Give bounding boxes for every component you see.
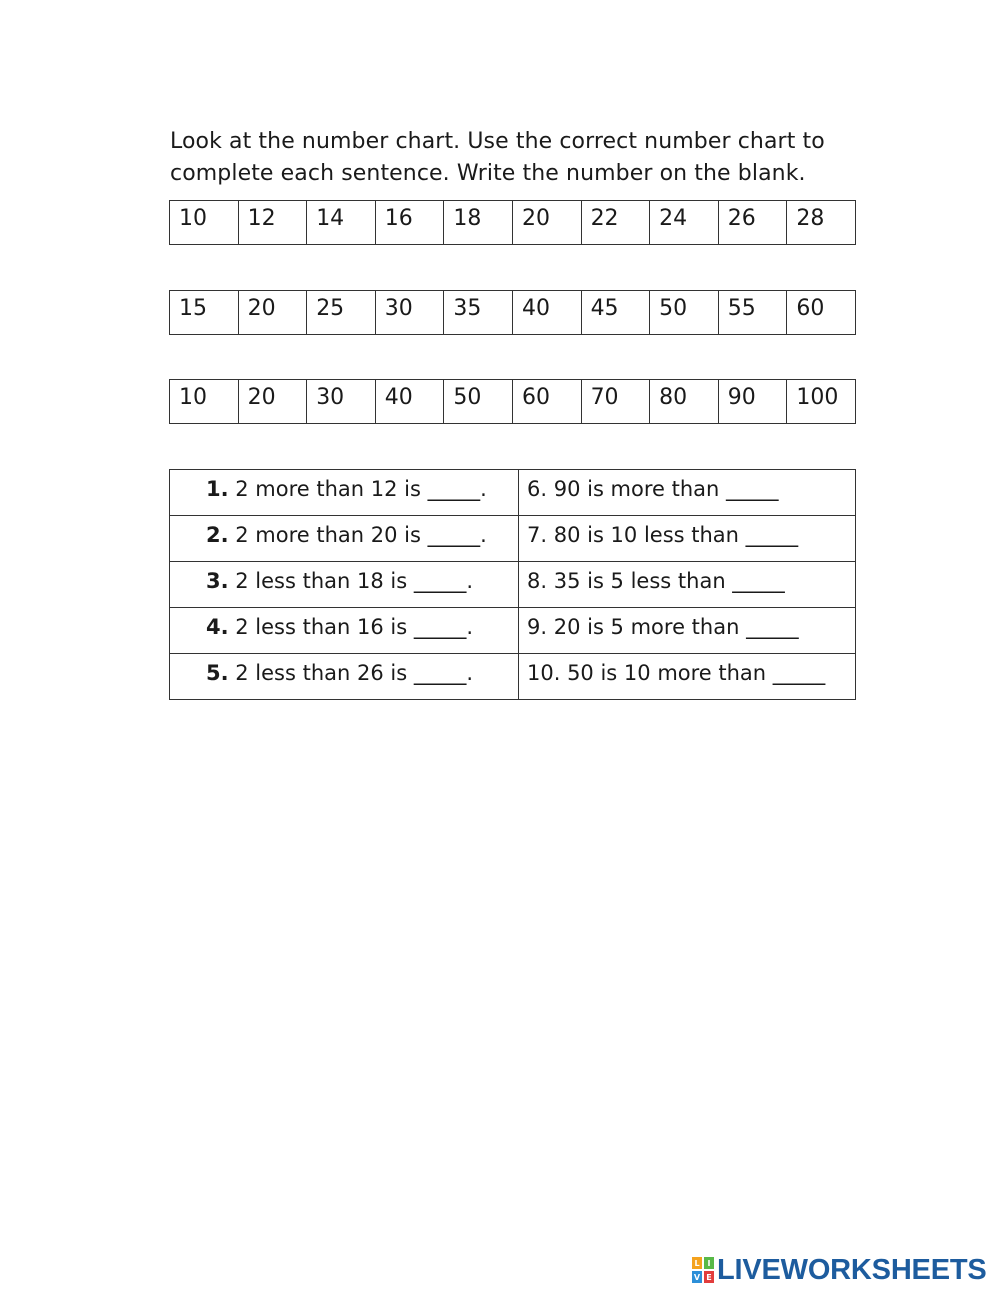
liveworksheets-logo-icon	[692, 1257, 714, 1283]
chart-cell: 50	[444, 380, 513, 424]
question-number: 5.	[206, 661, 229, 685]
question-number: 1.	[206, 477, 229, 501]
chart-cell: 100	[787, 380, 856, 424]
chart-cell: 26	[718, 201, 787, 245]
chart-row	[170, 380, 856, 424]
chart-cell: 35	[444, 291, 513, 335]
question-9[interactable]: 9. 20 is 5 more than _____	[519, 608, 856, 654]
chart-cell: 20	[238, 291, 307, 335]
logo-letter: E	[704, 1271, 714, 1283]
question-number: 2.	[206, 523, 229, 547]
chart-cell: 25	[307, 291, 376, 335]
table-row	[170, 516, 856, 562]
chart-cell: 10	[170, 201, 239, 245]
questions-table	[169, 469, 856, 700]
question-number: 4.	[206, 615, 229, 639]
number-chart-by-twos	[169, 200, 856, 245]
question-7[interactable]: 7. 80 is 10 less than _____	[519, 516, 856, 562]
chart-cell: 60	[512, 380, 581, 424]
chart-cell: 18	[444, 201, 513, 245]
chart-cell: 55	[718, 291, 787, 335]
chart-row	[170, 291, 856, 335]
chart-cell: 40	[512, 291, 581, 335]
table-row	[170, 562, 856, 608]
brand-text: LIVEWORKSHEETS	[717, 1253, 987, 1286]
chart-cell: 10	[170, 380, 239, 424]
question-8[interactable]: 8. 35 is 5 less than _____	[519, 562, 856, 608]
chart-cell: 20	[512, 201, 581, 245]
question-text: 2 less than 26 is _____.	[228, 661, 474, 685]
chart-cell: 60	[787, 291, 856, 335]
logo-letter: I	[704, 1257, 714, 1269]
table-row	[170, 654, 856, 700]
question-5[interactable]	[170, 654, 519, 700]
number-chart-by-fives	[169, 290, 856, 335]
logo-letter: L	[692, 1257, 702, 1269]
table-row	[170, 608, 856, 654]
question-text: 2 more than 12 is _____.	[228, 477, 487, 501]
chart-cell: 16	[375, 201, 444, 245]
number-chart-by-tens	[169, 379, 856, 424]
chart-cell: 40	[375, 380, 444, 424]
liveworksheets-brand	[692, 1252, 987, 1288]
chart-cell: 24	[650, 201, 719, 245]
chart-cell: 28	[787, 201, 856, 245]
chart-cell: 50	[650, 291, 719, 335]
chart-cell: 15	[170, 291, 239, 335]
chart-cell: 70	[581, 380, 650, 424]
table-row	[170, 470, 856, 516]
logo-letter: V	[693, 1272, 701, 1282]
chart-row	[170, 201, 856, 245]
chart-cell: 30	[375, 291, 444, 335]
question-number: 3.	[206, 569, 229, 593]
chart-cell: 45	[581, 291, 650, 335]
question-10[interactable]: 10. 50 is 10 more than _____	[519, 654, 856, 700]
chart-cell: 90	[718, 380, 787, 424]
chart-cell: 22	[581, 201, 650, 245]
instructions-line-2: complete each sentence. Write the number on the blank.	[170, 161, 806, 186]
question-text: 2 more than 20 is _____.	[228, 523, 487, 547]
chart-cell: 20	[238, 380, 307, 424]
chart-cell: 12	[238, 201, 307, 245]
question-text: 2 less than 18 is _____.	[228, 569, 474, 593]
question-text: 2 less than 16 is _____.	[228, 615, 474, 639]
instructions	[170, 126, 870, 190]
question-2[interactable]	[170, 516, 519, 562]
chart-cell: 14	[307, 201, 376, 245]
instructions-line-1: Look at the number chart. Use the correct number chart to	[170, 129, 825, 154]
chart-cell: 30	[307, 380, 376, 424]
question-3[interactable]	[170, 562, 519, 608]
chart-cell: 80	[650, 380, 719, 424]
question-1[interactable]	[170, 470, 519, 516]
question-4[interactable]	[170, 608, 519, 654]
question-6[interactable]: 6. 90 is more than _____	[519, 470, 856, 516]
